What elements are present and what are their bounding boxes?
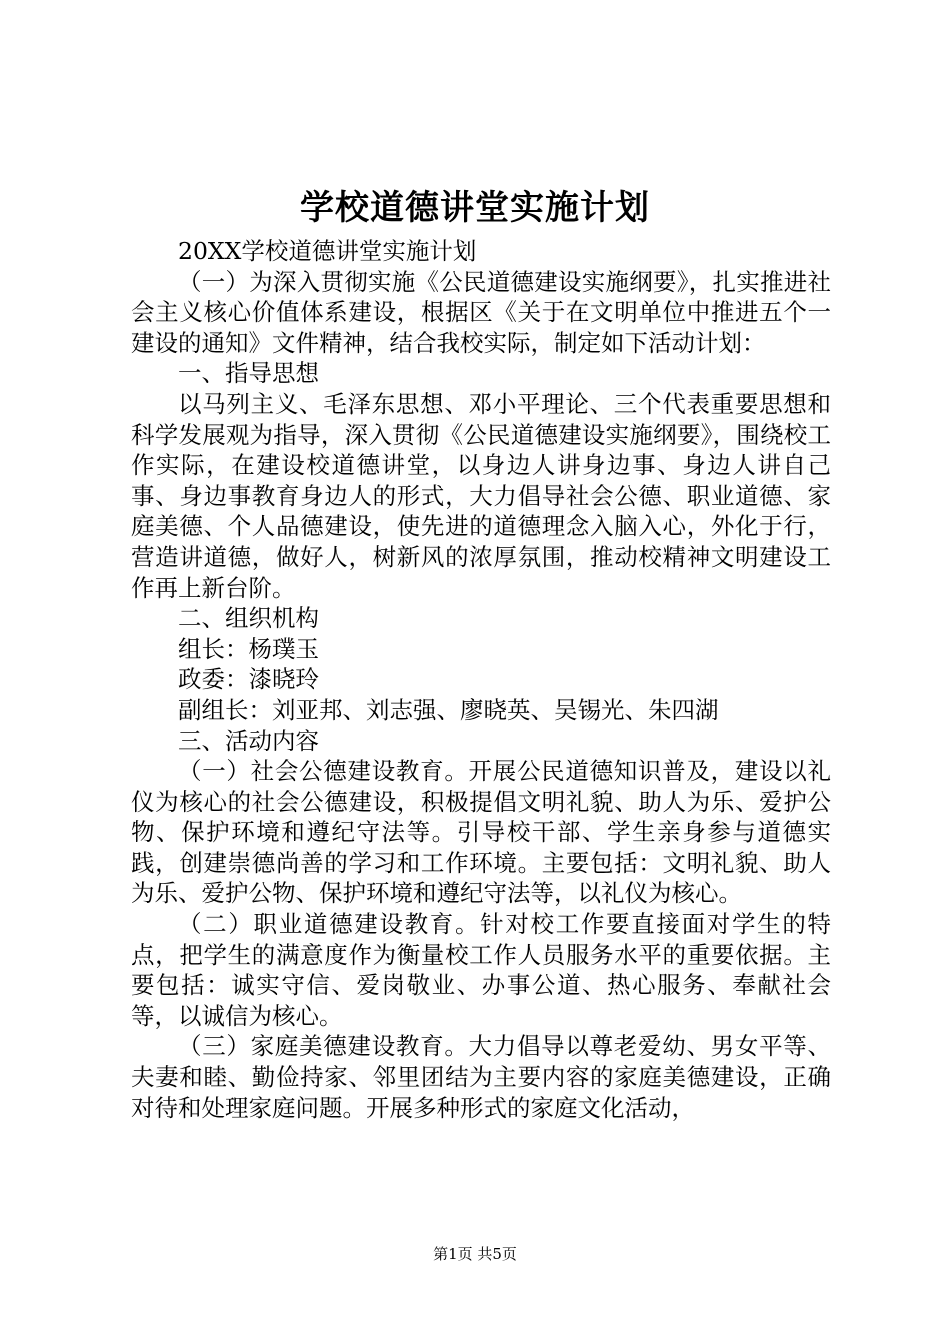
document-body — [131, 236, 831, 1123]
paragraph-professional-ethics: （二）职业道德建设教育。针对校工作要直接面对学生的特点，把学生的满意度作为衡量校工作人员服务水平的重要依据。主要包括：诚实守信、爱岗敬业、办事公道、热心服务、奉献社会等，以诚信为核心。 — [131, 910, 831, 1030]
section-heading-activities: 三、活动内容 — [178, 726, 319, 755]
page-footer: 第1页 共5页 — [433, 1245, 517, 1263]
document-title: 学校道德讲堂实施计划 — [300, 188, 650, 228]
paragraph-social-ethics: （一）社会公德建设教育。开展公民道德知识普及，建设以礼仪为核心的社会公德建设，积极提倡文明礼貌、助人为乐、爱护公物、保护环境和遵纪守法等。引导校干部、学生亲身参与道德实践，创建崇德尚善的学习和工作环境。主要包括：文明礼貌、助人为乐、爱护公物、保护环境和遵纪守法等，以礼仪为核心。 — [131, 757, 831, 908]
paragraph-intro: （一）为深入贯彻实施《公民道德建设实施纲要》，扎实推进社会主义核心价值体系建设，根据区《关于在文明单位中推进五个一建设的通知》文件精神，结合我校实际，制定如下活动计划： — [131, 267, 831, 357]
section-heading-organization: 二、组织机构 — [178, 604, 319, 633]
paragraph-heading: 20XX学校道德讲堂实施计划 — [178, 237, 477, 265]
paragraph-family-virtues: （三）家庭美德建设教育。大力倡导以尊老爱幼、男女平等、夫妻和睦、勤俭持家、邻里团结为主要内容的家庭美德建设，正确对待和处理家庭问题。开展多种形式的家庭文化活动， — [131, 1032, 831, 1122]
paragraph-team-leader: 组长：杨璞玉 — [178, 634, 319, 663]
paragraph-commissar: 政委：漆晓玲 — [178, 665, 319, 694]
paragraph-guiding-ideology: 以马列主义、毛泽东思想、邓小平理论、三个代表重要思想和科学发展观为指导，深入贯彻《公民道德建设实施纲要》，围绕校工作实际，在建设校道德讲堂，以身边人讲身边事、身边人讲自己事、身边事教育身边人的形式，大力倡导社会公德、职业道德、家庭美德、个人品德建设，使先进的道德理念入脑入心，外化于行，营造讲道德，做好人，树新风的浓厚氛围，推动校精神文明建设工作再上新台阶。 — [131, 389, 831, 602]
paragraph-deputy-leaders: 副组长：刘亚邦、刘志强、廖晓英、吴锡光、朱四湖 — [178, 695, 719, 724]
section-heading-guiding-ideology: 一、指导思想 — [178, 359, 319, 388]
